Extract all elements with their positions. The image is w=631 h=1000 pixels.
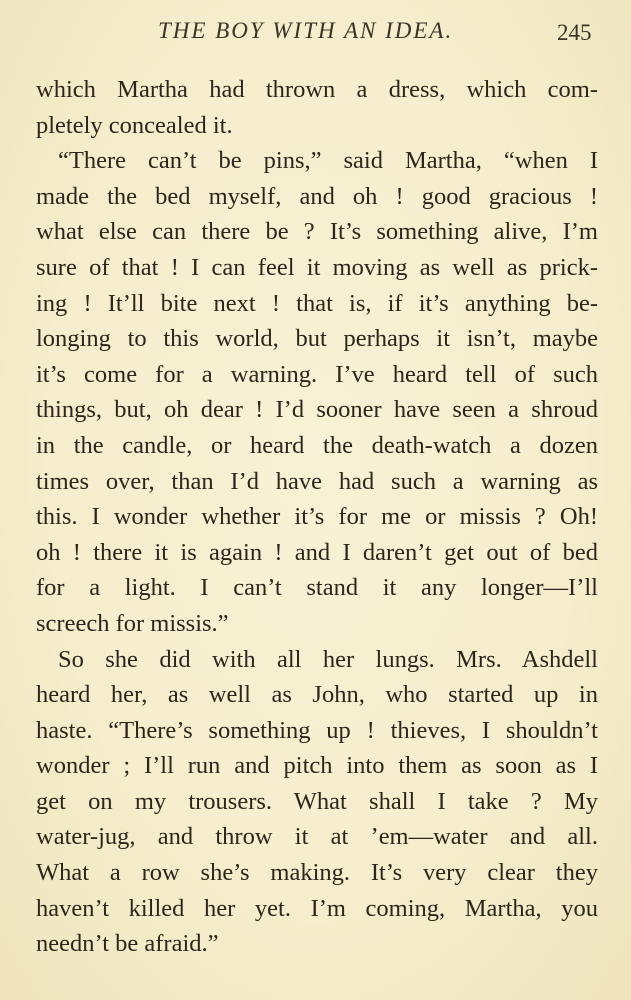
text-line: “There can’t be pins,” said Martha, “when I — [58, 147, 598, 175]
text-line: screech for missis.” — [36, 609, 229, 637]
text-line: wonder ; I’ll run and pitch into them as soon as I — [36, 752, 598, 780]
text-line: get on my trousers. What shall I take ? My — [36, 787, 598, 815]
page-number: 245 — [557, 20, 592, 45]
text-line: made the bed myself, and oh ! good gracious ! — [36, 182, 598, 210]
text-line: haven’t killed her yet. I’m coming, Martha, you — [36, 894, 598, 922]
text-line: things, but, oh dear ! I’d sooner have seen a shroud — [36, 396, 598, 424]
text-line: What a row she’s making. It’s very clear they — [36, 859, 598, 887]
text-line: pletely concealed it. — [36, 111, 233, 139]
text-line: needn’t be afraid.” — [36, 930, 219, 958]
text-line: So she did with all her lungs. Mrs. Ashdell — [58, 645, 598, 673]
text-line: water-jug, and throw it at ’em—water and all. — [36, 823, 598, 851]
body-text — [36, 72, 598, 962]
text-line: this. I wonder whether it’s for me or missis ? Oh! — [36, 503, 598, 531]
text-line: for a light. I can’t stand it any longer—I’ll — [36, 574, 598, 602]
text-line: it’s come for a warning. I’ve heard tell of such — [36, 360, 598, 388]
text-line: ing ! It’ll bite next ! that is, if it’s anything be- — [36, 289, 598, 317]
text-line: oh ! there it is again ! and I daren’t get out of bed — [36, 538, 598, 566]
text-line: which Martha had thrown a dress, which com- — [36, 76, 598, 103]
text-line: longing to this world, but perhaps it isn’t, maybe — [36, 325, 598, 353]
text-line: what else can there be ? It’s something alive, I’m — [36, 218, 598, 246]
text-line: in the candle, or heard the death-watch a dozen — [36, 431, 598, 459]
running-title: THE BOY WITH AN IDEA. — [158, 18, 454, 43]
text-line: sure of that ! I can feel it moving as well as prick- — [36, 253, 598, 281]
running-head — [0, 18, 631, 54]
text-line: haste. “There’s something up ! thieves, I shouldn’t — [36, 716, 598, 744]
text-line: heard her, as well as John, who started up in — [36, 681, 598, 709]
text-line: times over, than I’d have had such a warning as — [36, 467, 598, 495]
